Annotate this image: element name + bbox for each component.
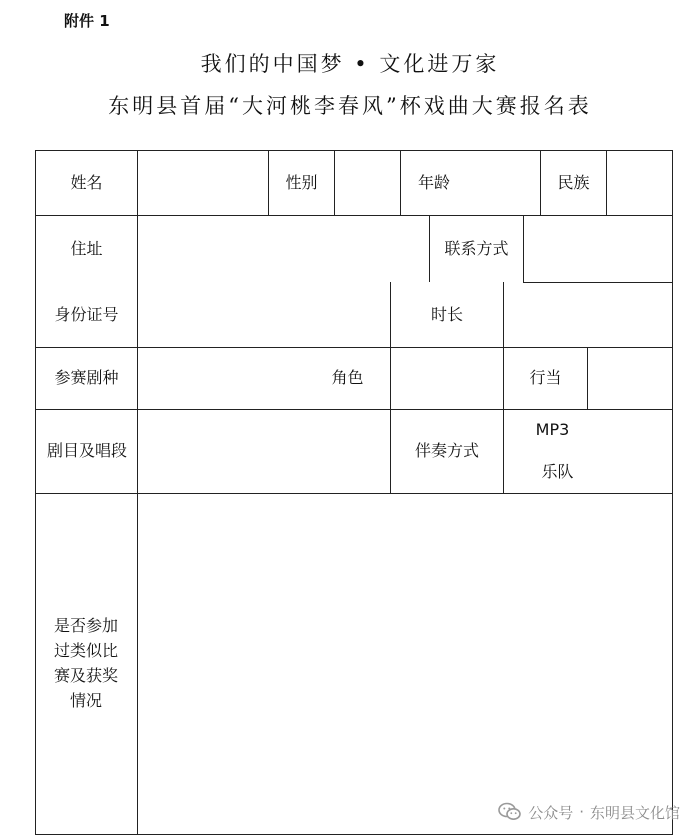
form-title-line2: 东明县首届“大河桃李春风”杯戏曲大赛报名表 (108, 94, 592, 118)
column-divider (523, 215, 524, 282)
row-divider (35, 493, 673, 494)
ethnicity-label: 民族 (557, 172, 590, 192)
watermark-account: 东明县文化馆 (589, 803, 680, 822)
column-divider (390, 347, 391, 409)
table-border-right (672, 150, 673, 835)
contact-label: 联系方式 (444, 238, 509, 258)
hangdang-label: 行当 (529, 368, 562, 388)
attachment-label: 附件 1 (64, 12, 110, 30)
age-label: 年龄 (417, 172, 450, 192)
opera-type-label: 参赛剧种 (54, 368, 119, 388)
accompaniment-option-mp3: MP3 (535, 419, 570, 439)
column-divider (503, 282, 504, 347)
column-divider (587, 347, 588, 409)
watermark-separator: · (579, 803, 584, 821)
wechat-watermark (498, 798, 680, 826)
accompaniment-option-band: 乐队 (541, 461, 574, 481)
wechat-icon (498, 802, 522, 822)
id-number-label: 身份证号 (54, 304, 119, 324)
row-divider (35, 409, 673, 410)
gender-label: 性别 (285, 172, 318, 192)
address-label: 住址 (70, 238, 103, 258)
accompaniment-label: 伴奏方式 (414, 441, 479, 461)
experience-label: 是否参加过类似比赛及获奖情况 (53, 616, 118, 710)
name-label: 姓名 (70, 172, 103, 192)
column-divider (503, 409, 504, 493)
repertoire-label: 剧目及唱段 (46, 441, 127, 461)
column-divider (334, 150, 335, 215)
column-divider (606, 150, 607, 215)
label-column-divider (137, 150, 138, 835)
row-divider-inner (523, 282, 673, 283)
role-label: 角色 (331, 368, 364, 388)
watermark-platform: 公众号 (528, 803, 574, 822)
duration-label: 时长 (430, 304, 463, 324)
table-border-bottom (35, 834, 673, 835)
form-title-line1: 我们的中国梦 • 文化进万家 (200, 52, 500, 76)
